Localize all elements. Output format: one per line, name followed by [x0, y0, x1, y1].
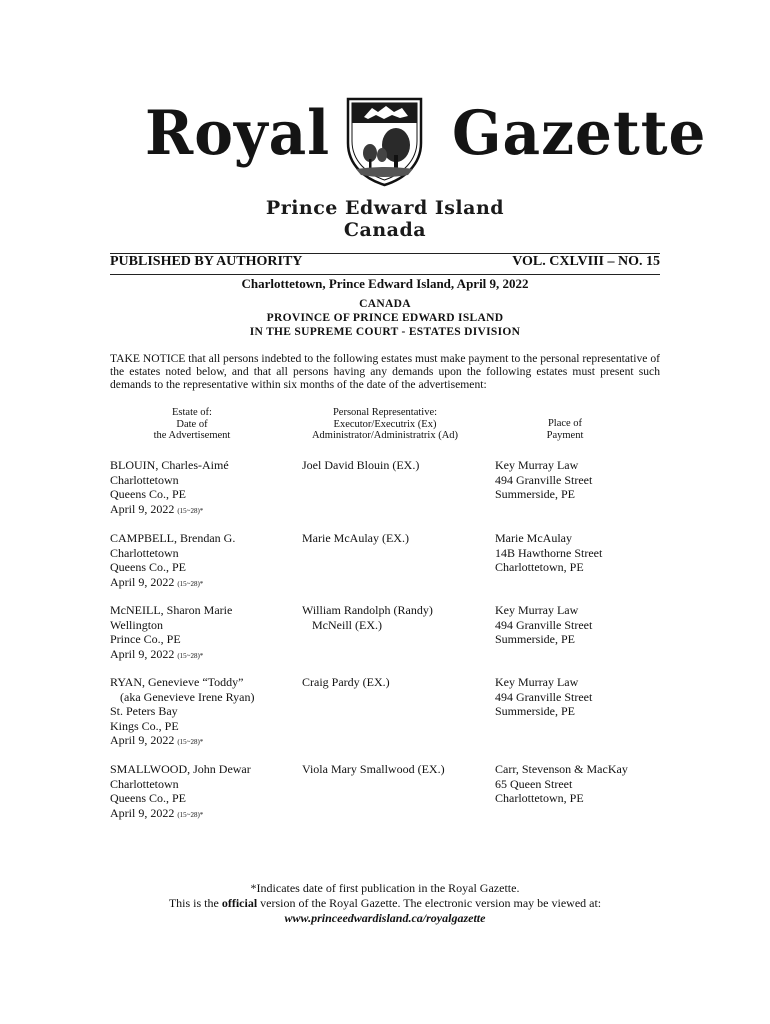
estate-date-note: (15~28)* [177, 579, 204, 588]
estate-line: Charlottetown [110, 472, 179, 487]
estate-date-value: April 9, 2022 [110, 805, 175, 820]
payment-line: Key Murray Law [495, 675, 579, 689]
estate-line: Charlottetown [110, 776, 179, 791]
estate-date [110, 806, 295, 823]
column-header-payment [510, 418, 620, 441]
estate-date [110, 733, 295, 750]
estate-name: RYAN, Genevieve “Toddy” [110, 675, 244, 689]
estate-line: Queens Co., PE [110, 487, 186, 501]
estate-date-value: April 9, 2022 [110, 733, 175, 747]
representative-line: William Randolph (Randy) [302, 603, 433, 617]
payment-line: 65 Queen Street [495, 776, 573, 791]
estate-line: (aka Genevieve Irene Ryan) [120, 689, 255, 704]
estate-date-note: (15~28)* [177, 651, 204, 660]
representative-line: Viola Mary Smallwood (EX.) [302, 762, 445, 776]
place-of-payment [495, 458, 665, 502]
notice-heading-province: PROVINCE OF PRINCE EDWARD ISLAND [266, 312, 504, 324]
payment-line: 494 Granville Street [495, 617, 593, 632]
representative [302, 458, 492, 473]
header-rule-bottom [110, 274, 660, 275]
masthead [0, 95, 770, 195]
estate-date [110, 647, 295, 664]
place-of-payment [495, 675, 665, 719]
estate-name: McNEILL, Sharon Marie [110, 603, 233, 617]
notice-heading-canada: CANADA [359, 298, 411, 310]
masthead-title-left: Royal [145, 97, 331, 169]
estate-name: CAMPBELL, Brendan G. [110, 531, 236, 545]
payment-line: Summerside, PE [495, 704, 575, 718]
footer-text: This is the [168, 896, 222, 910]
estate-date-note: (15~28)* [177, 738, 204, 746]
place-of-payment [495, 762, 665, 806]
estate-line: St. Peters Bay [110, 704, 178, 718]
estate-line: Queens Co., PE [110, 560, 186, 574]
volume-number: VOL. CXLVIII – NO. 15 [512, 254, 660, 269]
estate-details [110, 458, 295, 518]
footer-official-word: official [221, 896, 258, 910]
notice-body: TAKE NOTICE that all persons indebted to the following estates must make payment to the personal representative of the estates noted below, and that all persons having any demands upon the following estates must present such demands to the representative within six months of the date of the advertisement: [110, 352, 660, 392]
estate-details [110, 603, 295, 663]
masthead-subtitle-province: Prince Edward Island [265, 197, 505, 219]
notice-heading-court: IN THE SUPREME COURT - ESTATES DIVISION [249, 326, 521, 338]
payment-line: 494 Granville Street [495, 472, 593, 487]
footer-official-version [0, 896, 770, 911]
published-by-authority: PUBLISHED BY AUTHORITY [110, 254, 303, 269]
estate-date-value: April 9, 2022 [110, 646, 175, 661]
representative [302, 531, 492, 546]
column-header-line: Date of [176, 418, 208, 430]
estate-date-note: (15~28)* [177, 506, 204, 515]
estate-line: Kings Co., PE [110, 718, 179, 733]
representative-line: Craig Pardy (EX.) [302, 675, 390, 689]
footer-text: version of the Royal Gazette. The electronic version may be viewed at: [257, 896, 602, 910]
estate-line: Charlottetown [110, 545, 179, 560]
column-header-line: the Advertisement [153, 430, 231, 441]
column-header-representative [290, 407, 480, 442]
estate-line: Wellington [110, 617, 164, 632]
masthead-subtitle-country: Canada [343, 219, 427, 241]
representative [302, 762, 492, 777]
representative [302, 675, 492, 690]
column-header-line: Estate of: [172, 407, 212, 418]
payment-line: Summerside, PE [495, 487, 575, 501]
estate-date-note: (15~28)* [177, 810, 204, 819]
payment-line: Marie McAulay [495, 531, 572, 545]
payment-line: Charlottetown, PE [495, 560, 584, 574]
place-of-payment [495, 603, 665, 647]
estate-details [110, 675, 295, 750]
column-header-line: Payment [546, 429, 584, 441]
representative-line: Marie McAulay (EX.) [302, 531, 409, 545]
column-header-line: Administrator/Administratrix (Ad) [311, 430, 459, 441]
estate-date [110, 502, 295, 519]
column-header-line: Executor/Executrix (Ex) [333, 418, 437, 430]
estate-name: BLOUIN, Charles-Aimé [110, 458, 229, 472]
footer-website-link[interactable]: www.princeedwardisland.ca/royalgazette [284, 911, 486, 925]
estate-details [110, 762, 295, 822]
estate-details [110, 531, 295, 591]
estate-date-value: April 9, 2022 [110, 574, 175, 589]
footer-first-publication-note: *Indicates date of first publication in the Royal Gazette. [250, 881, 520, 895]
column-header-estate [122, 407, 262, 442]
payment-line: Key Murray Law [495, 603, 579, 617]
estate-line: Queens Co., PE [110, 791, 186, 805]
estate-name: SMALLWOOD, John Dewar [110, 762, 251, 776]
pei-coat-of-arms-icon [342, 95, 427, 187]
payment-line: Carr, Stevenson & MacKay [495, 762, 628, 776]
estate-date [110, 575, 295, 592]
dateline: Charlottetown, Prince Edward Island, April 9, 2022 [241, 276, 529, 291]
payment-line: 494 Granville Street [495, 689, 593, 704]
representative [302, 603, 492, 632]
payment-line: Charlottetown, PE [495, 791, 584, 805]
masthead-title-right: Gazette [452, 97, 707, 169]
payment-line: Key Murray Law [495, 458, 579, 472]
representative-line: McNeill (EX.) [312, 617, 382, 632]
representative-line: Joel David Blouin (EX.) [302, 458, 420, 472]
payment-line: 14B Hawthorne Street [495, 545, 603, 560]
estate-line: Prince Co., PE [110, 632, 181, 646]
column-header-line: Personal Representative: [332, 407, 438, 418]
place-of-payment [495, 531, 665, 575]
column-header-line: Place of [547, 418, 583, 429]
payment-line: Summerside, PE [495, 632, 575, 646]
estate-date-value: April 9, 2022 [110, 501, 175, 516]
